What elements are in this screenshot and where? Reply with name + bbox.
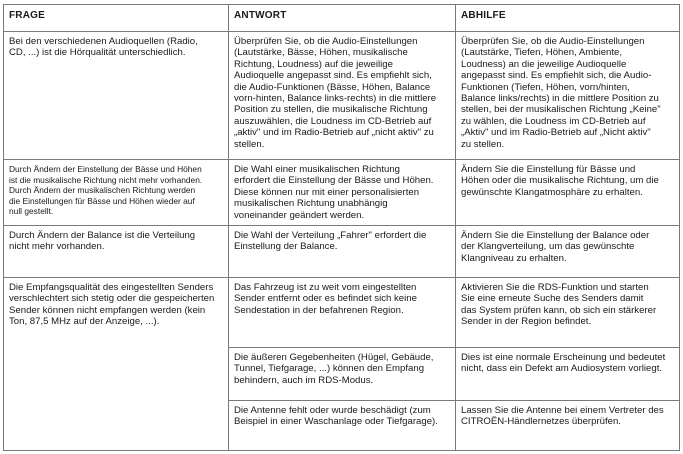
- remedy-cell: [456, 226, 680, 278]
- text-line: Position zu stellen, die musikalische Richtung: [234, 104, 428, 116]
- table-row: [4, 160, 680, 226]
- text-line: CD, ...) ist die Hörqualität unterschiedlich.: [9, 47, 186, 59]
- text-line: Lassen Sie die Antenne bei einem Vertreter des: [461, 405, 664, 417]
- text-line: Tunnel, Tiefgarage, ...) können den Empfang: [234, 363, 425, 375]
- text-line: die Einstellungen für Bässe und Höhen wieder auf: [9, 195, 195, 206]
- text-line: Durch Ändern der musikalischen Richtung werden: [9, 185, 196, 196]
- answer-cell: [229, 348, 456, 401]
- question-cell: [4, 226, 229, 278]
- remedy-cell: [456, 32, 680, 160]
- remedy-cell: [456, 278, 680, 348]
- question-cell: [4, 160, 229, 226]
- header-row: [4, 5, 680, 32]
- text-line: Funktionen (Tiefen, Höhen, vorn/hinten,: [461, 81, 630, 93]
- header-antwort: ANTWORT: [229, 5, 456, 32]
- text-line: Sender in der Region befindet.: [461, 316, 592, 328]
- text-line: Durch Ändern der Einstellung der Bässe und Höhen: [9, 164, 202, 174]
- answer-cell: [229, 401, 456, 451]
- text-line: angepasst sind. Es empfiehlt sich, die Audio-: [461, 70, 652, 82]
- header-frage: FRAGE: [4, 5, 229, 32]
- text-line: auszuwählen, die Loudness im CD-Betrieb auf: [234, 115, 432, 127]
- text-line: Überprüfen Sie, ob die Audio-Einstellungen: [461, 36, 645, 47]
- answer-cell: [229, 160, 456, 226]
- text-line: Höhen oder die musikalische Richtung, um die: [461, 175, 659, 187]
- troubleshooting-table: [3, 4, 680, 451]
- text-line: (Lautstärke, Tiefen, Höhen, Ambiente,: [461, 47, 623, 59]
- text-line: behindern, auch im RDS-Modus.: [234, 374, 374, 386]
- text-line: Bei den verschiedenen Audioquellen (Radio,: [9, 36, 198, 47]
- text-line: (Lautstärke, Bässe, Höhen, musikalische: [234, 47, 408, 59]
- text-line: CITROËN-Händlernetzes überprüfen.: [461, 416, 621, 428]
- table-row: [4, 226, 680, 278]
- text-line: das System prüfen kann, ob sich ein stärkerer: [461, 304, 657, 316]
- text-line: Loudness) an die jeweilige Audioquelle: [461, 58, 627, 70]
- text-line: Sender können nicht empfangen werden (kein: [9, 304, 206, 316]
- text-line: Das Fahrzeug ist zu weit vom eingestellten: [234, 282, 417, 294]
- text-line: zu wählen, die Loudness im CD-Betrieb auf: [461, 115, 646, 127]
- text-line: ist die musikalische Richtung nicht mehr vorhanden.: [9, 174, 203, 185]
- text-line: Ändern Sie die Einstellung für Bässe und: [461, 164, 636, 175]
- remedy-cell: [456, 348, 680, 401]
- answer-cell: [229, 278, 456, 348]
- text-line: Die Wahl der Verteilung „Fahrer" erfordert die: [234, 230, 427, 242]
- text-line: Die Empfangsqualität des eingestellten Senders: [9, 282, 214, 294]
- text-line: nicht, dass ein Defekt am Audiosystem vorliegt.: [461, 363, 663, 375]
- text-line: Die äußeren Gegebenheiten (Hügel, Gebäude,: [234, 352, 434, 364]
- header-abhilfe: ABHILFE: [456, 5, 680, 32]
- remedy-cell: [456, 401, 680, 451]
- table-row: [4, 32, 680, 160]
- text-line: Sendestation in der befahrenen Region.: [234, 304, 404, 316]
- text-line: Balance links/rechts) in die mittlere Position zu: [461, 93, 659, 105]
- text-line: null gestellt.: [9, 206, 54, 217]
- text-line: Sender entfernt oder es befindet sich keine: [234, 293, 417, 305]
- text-line: Überprüfen Sie, ob die Audio-Einstellungen: [234, 36, 418, 47]
- text-line: stellen, bei der musikalischen Richtung „Keine": [461, 104, 661, 116]
- text-line: erfordert die Einstellung der Bässe und Höhen.: [234, 175, 434, 187]
- answer-cell: [229, 226, 456, 278]
- text-line: Beispiel in einer Waschanlage oder Tiefgarage).: [234, 416, 438, 428]
- remedy-cell: [456, 160, 680, 226]
- text-line: nicht mehr vorhanden.: [9, 241, 105, 253]
- text-line: Ändern Sie die Einstellung der Balance oder: [461, 230, 650, 242]
- text-line: Dies ist eine normale Erscheinung und bedeutet: [461, 352, 666, 364]
- text-line: Durch Ändern der Balance ist die Verteilung: [9, 230, 196, 242]
- text-line: vorn-hinten, Balance links-rechts) in die mittlere: [234, 93, 437, 105]
- text-line: gewünschte Klangatmosphäre zu erhalten.: [461, 186, 643, 198]
- text-line: verschlechtert sich stetig oder die gespeicherten: [9, 293, 215, 305]
- table-row: [4, 278, 680, 348]
- text-line: Diese können nur mit einer personalisierten: [234, 186, 420, 198]
- text-line: Audioquelle angepasst sind. Es empfiehlt sich,: [234, 70, 432, 82]
- text-line: voneinander geändert werden.: [234, 209, 365, 221]
- text-line: zu stellen.: [461, 138, 505, 150]
- question-cell: [4, 32, 229, 160]
- text-line: Die Antenne fehlt oder wurde beschädigt (zum: [234, 405, 431, 417]
- text-line: „Aktiv" und im Radio-Betrieb auf „Nicht aktiv": [461, 127, 651, 139]
- text-line: Klangniveau zu erhalten.: [461, 252, 567, 264]
- text-line: Sie eine erneute Suche des Senders damit: [461, 293, 644, 305]
- text-line: Richtung, Loudness) auf die jeweilige: [234, 58, 393, 70]
- question-cell: [4, 278, 229, 451]
- text-line: der Klangverteilung, um das gewünschte: [461, 241, 635, 253]
- text-line: Einstellung der Balance.: [234, 241, 338, 253]
- text-line: Ton, 87,5 MHz auf der Anzeige, ...).: [9, 316, 160, 328]
- text-line: die Audio-Funktionen (Bässe, Höhen, Balance: [234, 81, 431, 93]
- text-line: musikalischen Richtung unabhängig: [234, 198, 388, 210]
- text-line: „aktiv" und im Radio-Betrieb auf „nicht aktiv" zu: [234, 127, 434, 139]
- text-line: Die Wahl einer musikalischen Richtung: [234, 164, 401, 175]
- answer-cell: [229, 32, 456, 160]
- text-line: stellen.: [234, 138, 265, 150]
- text-line: Aktivieren Sie die RDS-Funktion und starten: [461, 282, 649, 294]
